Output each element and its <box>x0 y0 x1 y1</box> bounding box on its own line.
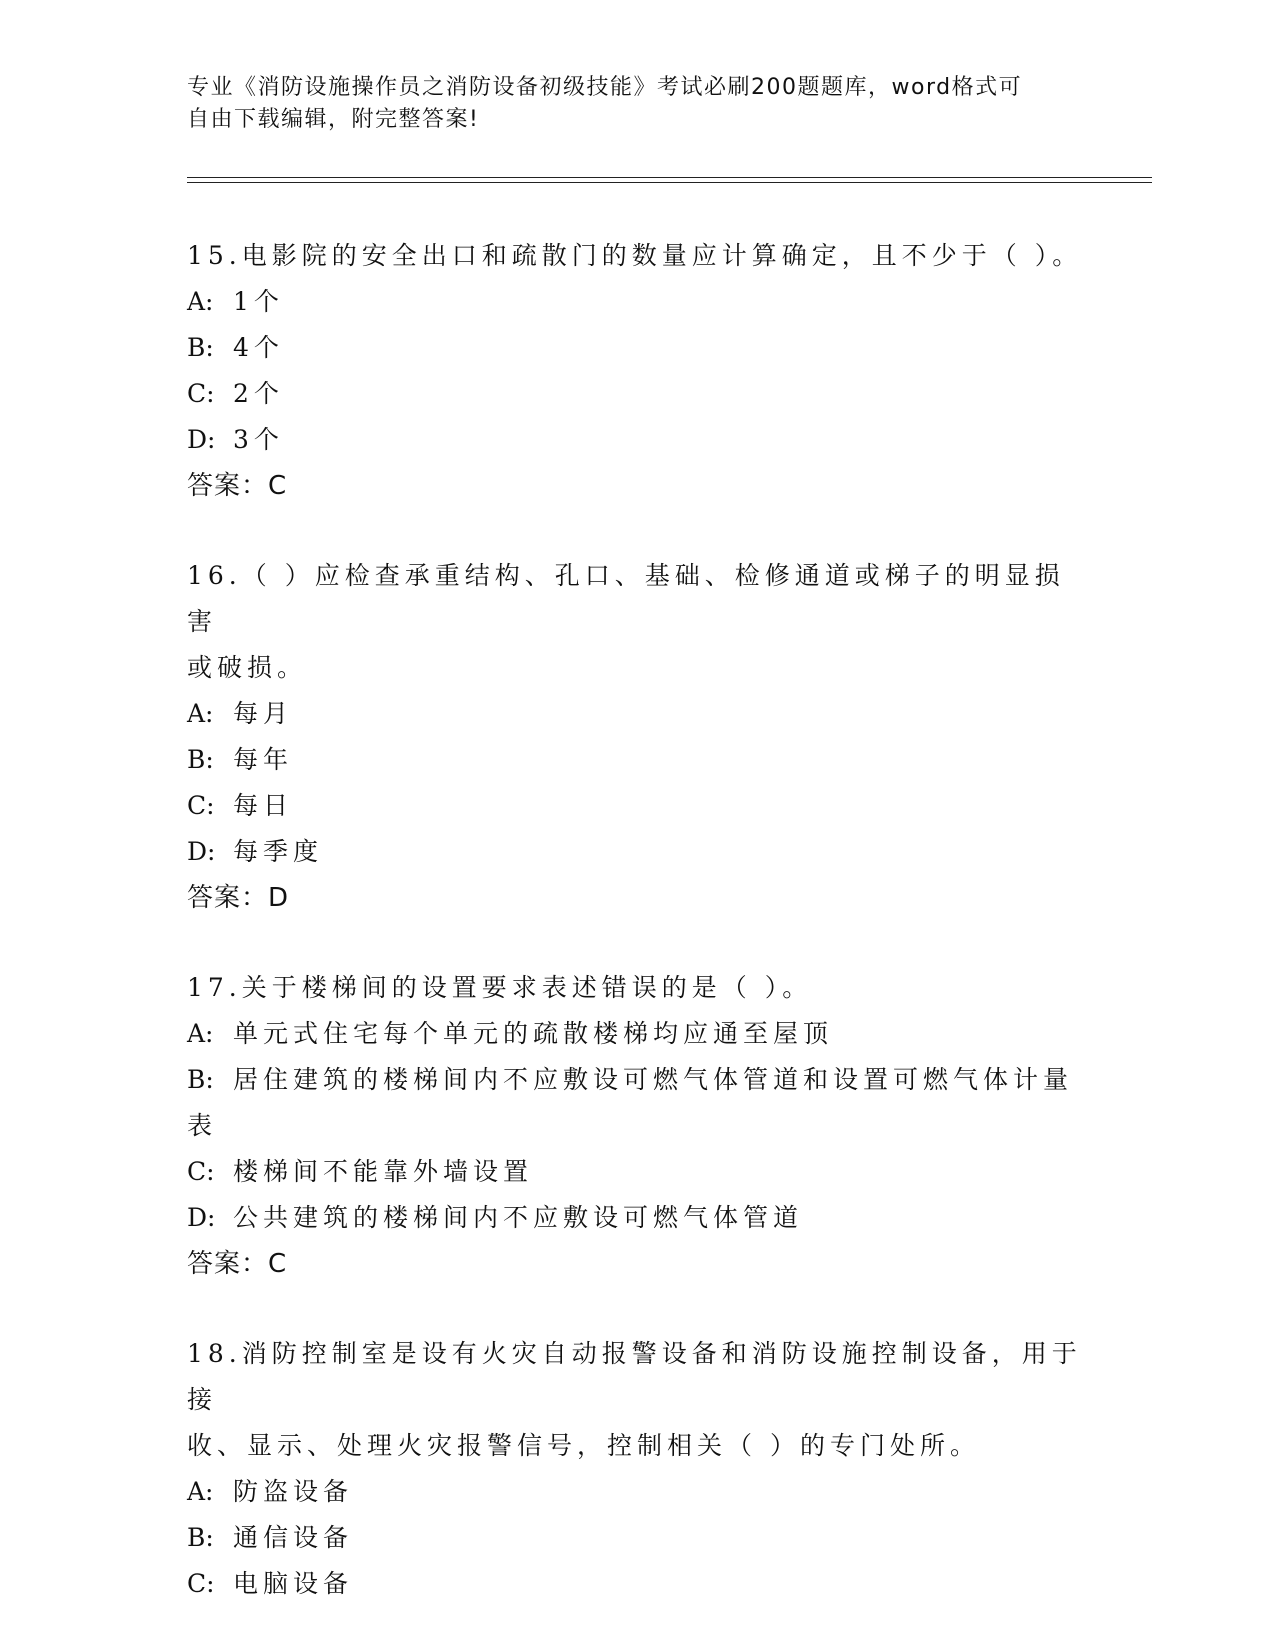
question-text: 或破损。 <box>187 653 308 682</box>
document-header <box>187 72 1067 136</box>
option-key: C: <box>187 379 215 408</box>
option-key: C: <box>187 1569 215 1598</box>
question-block <box>187 1331 1087 1607</box>
question-block <box>187 553 1087 921</box>
option-row <box>187 279 1087 325</box>
option-row <box>187 1057 1087 1149</box>
header-divider-bottom <box>187 182 1152 183</box>
option-text: 3个 <box>233 425 284 454</box>
option-text: 通信设备 <box>233 1523 354 1552</box>
option-row <box>187 1149 1087 1195</box>
option-text: 单元式住宅每个单元的疏散楼梯均应通至屋顶 <box>233 1019 834 1048</box>
question-text: 15.电影院的安全出口和疏散门的数量应计算确定，且不少于（ ）。 <box>187 241 1083 270</box>
option-key: D: <box>187 1203 216 1232</box>
option-text: 每季度 <box>233 837 324 866</box>
option-key: A: <box>187 1477 214 1506</box>
option-text: 2个 <box>233 379 284 408</box>
option-text: 公共建筑的楼梯间内不应敷设可燃气体管道 <box>233 1203 804 1232</box>
header-divider-top <box>187 177 1152 178</box>
option-key: B: <box>187 1065 214 1094</box>
option-text: 每月 <box>233 699 294 728</box>
answer-text: 答案：D <box>187 883 290 913</box>
option-row <box>187 325 1087 371</box>
answer-text: 答案：C <box>187 471 288 501</box>
option-row <box>187 1469 1087 1515</box>
option-row <box>187 371 1087 417</box>
option-row <box>187 1515 1087 1561</box>
option-key: B: <box>187 745 214 774</box>
option-key: A: <box>187 1019 214 1048</box>
option-key: C: <box>187 1157 215 1186</box>
question-list <box>187 233 1087 1651</box>
question-text: 18.消防控制室是设有火灾自动报警设备和消防设施控制设备，用于接 <box>187 1339 1082 1414</box>
option-row <box>187 1195 1087 1241</box>
option-text: 每年 <box>233 745 294 774</box>
option-text: 电脑设备 <box>233 1569 354 1598</box>
question-block <box>187 965 1087 1287</box>
question-text: 17.关于楼梯间的设置要求表述错误的是（ ）。 <box>187 973 813 1002</box>
question-text: 16.（ ）应检查承重结构、孔口、基础、检修通道或梯子的明显损害 <box>187 561 1065 636</box>
option-text: 1个 <box>233 287 284 316</box>
option-row <box>187 691 1087 737</box>
option-text: 楼梯间不能靠外墙设置 <box>233 1157 534 1186</box>
option-key: B: <box>187 1523 214 1552</box>
option-key: D: <box>187 425 216 454</box>
option-key: D: <box>187 837 216 866</box>
option-key: B: <box>187 333 214 362</box>
option-row <box>187 737 1087 783</box>
option-text: 4个 <box>233 333 284 362</box>
option-row <box>187 1561 1087 1607</box>
option-key: A: <box>187 287 214 316</box>
question-text: 收、显示、处理火灾报警信号，控制相关（ ）的专门处所。 <box>187 1431 980 1460</box>
option-key: A: <box>187 699 214 728</box>
header-line-1: 专业《消防设施操作员之消防设备初级技能》考试必刷200题题库，word格式可 <box>187 75 1023 100</box>
answer-text: 答案：C <box>187 1249 288 1279</box>
question-block <box>187 233 1087 509</box>
header-line-2: 自由下载编辑，附完整答案! <box>187 107 480 132</box>
option-row <box>187 783 1087 829</box>
option-row <box>187 829 1087 875</box>
option-text: 居住建筑的楼梯间内不应敷设可燃气体管道和设置可燃气体计量表 <box>187 1065 1074 1140</box>
option-text: 每日 <box>233 791 294 820</box>
option-row <box>187 417 1087 463</box>
option-key: C: <box>187 791 215 820</box>
option-text: 防盗设备 <box>233 1477 354 1506</box>
option-row <box>187 1011 1087 1057</box>
